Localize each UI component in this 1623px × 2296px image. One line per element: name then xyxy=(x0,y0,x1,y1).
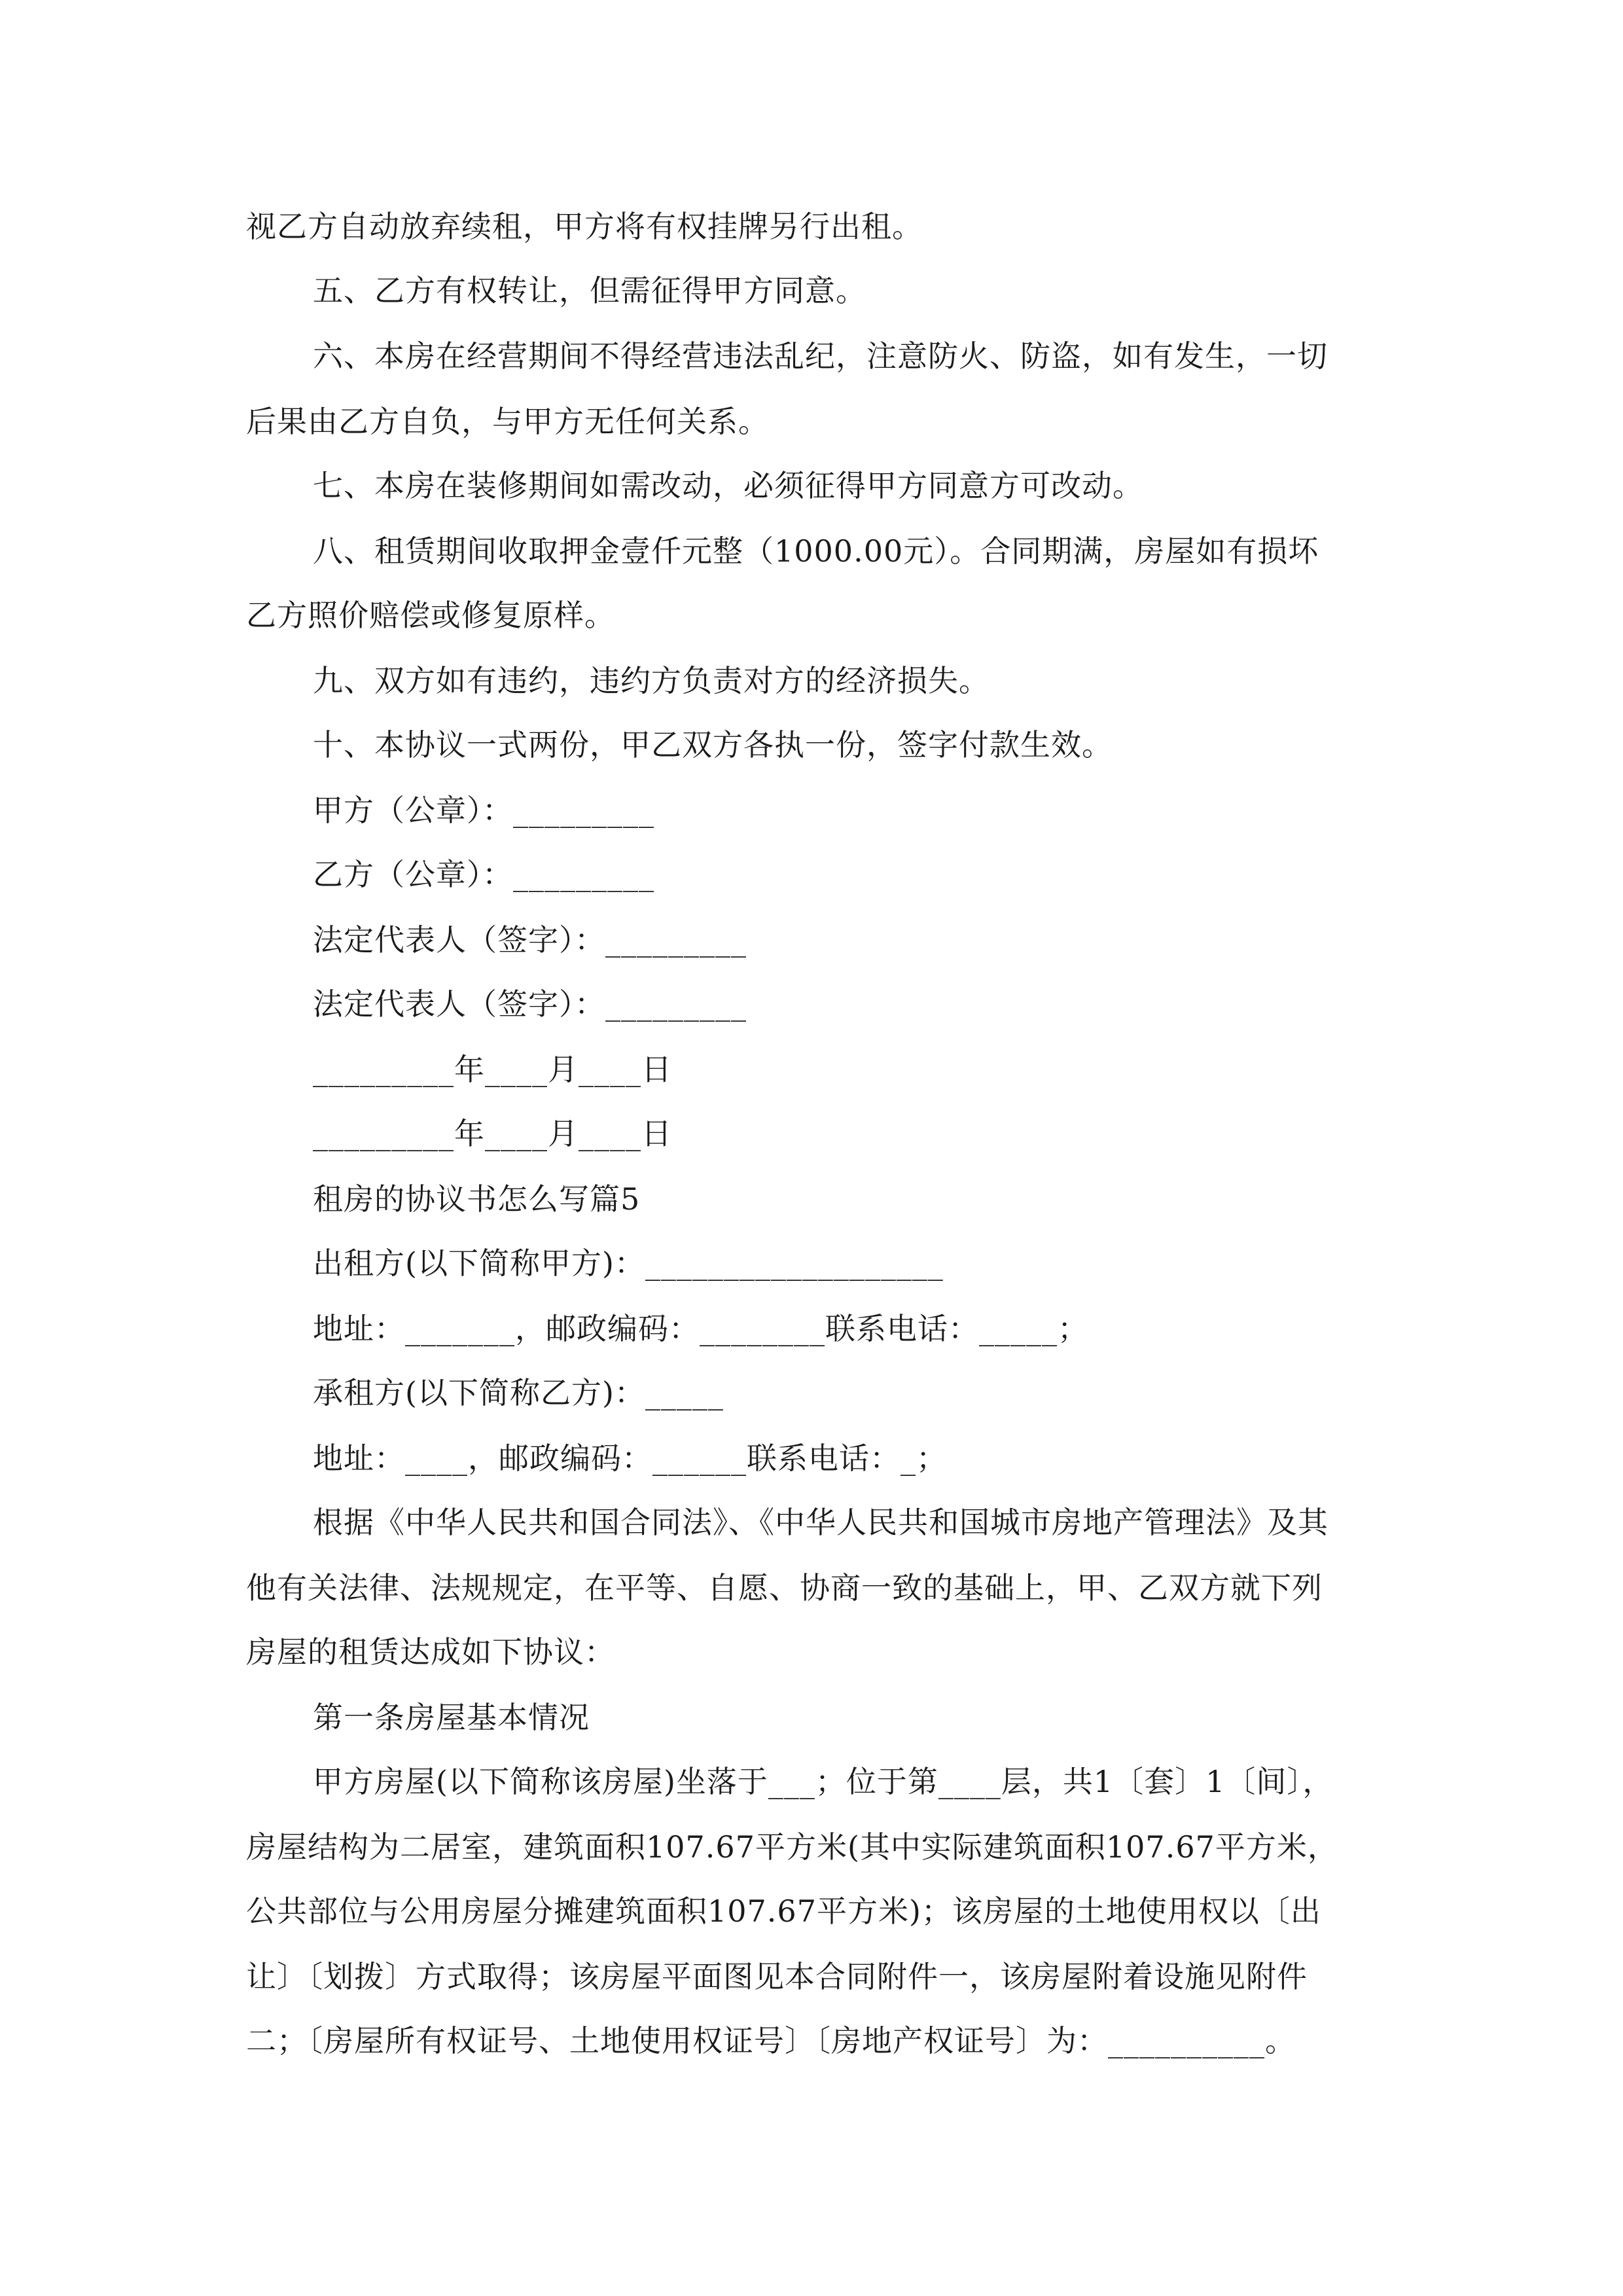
lessor-address-line: 地址：_______，邮政编码：________联系电话：_____； xyxy=(313,1311,1088,1346)
preamble-line: 根据《中华人民共和国合同法》、《中华人民共和国城市房地产管理法》及其 xyxy=(313,1505,1329,1540)
date-line: _________年____月____日 xyxy=(313,1052,672,1087)
lessor-line: 出租方(以下简称甲方)：___________________ xyxy=(313,1246,944,1281)
article-1-line: 甲方房屋(以下简称该房屋)坐落于___；位于第____层，共1〔套〕1〔间〕， xyxy=(313,1764,1334,1799)
paragraph-line: 乙方照价赔偿或修复原样。 xyxy=(246,598,615,633)
party-b-seal-line: 乙方（公章）：_________ xyxy=(313,857,654,892)
section-title: 租房的协议书怎么写篇5 xyxy=(313,1181,641,1217)
lessee-line: 承租方(以下简称乙方)：_____ xyxy=(313,1375,724,1410)
legal-rep-signature-line: 法定代表人（签字）：_________ xyxy=(313,986,747,1022)
preamble-line: 他有关法律、法规规定，在平等、自愿、协商一致的基础上，甲、乙双方就下列 xyxy=(246,1570,1323,1605)
paragraph-line: 视乙方自动放弃续租，甲方将有权挂牌另行出租。 xyxy=(246,209,923,244)
preamble-line: 房屋的租赁达成如下协议： xyxy=(246,1634,615,1670)
clause-9: 九、双方如有违约，违约方负责对方的经济损失。 xyxy=(313,663,990,698)
legal-rep-signature-line: 法定代表人（签字）：_________ xyxy=(313,922,747,958)
article-1-line: 让〕〔划拨〕方式取得；该房屋平面图见本合同附件一，该房屋附着设施见附件 xyxy=(246,1959,1308,1994)
party-a-seal-line: 甲方（公章）：_________ xyxy=(313,793,654,828)
lessee-address-line: 地址：____，邮政编码：______联系电话：_； xyxy=(313,1441,947,1476)
clause-10: 十、本协议一式两份，甲乙双方各执一份，签字付款生效。 xyxy=(313,727,1113,762)
article-1-line: 房屋结构为二居室，建筑面积107.67平方米(其中实际建筑面积107.67平方米， xyxy=(246,1829,1338,1865)
article-1-title: 第一条房屋基本情况 xyxy=(313,1700,590,1735)
paragraph-line: 后果由乙方自负，与甲方无任何关系。 xyxy=(246,404,769,439)
clause-8: 八、租赁期间收取押金壹仟元整（1000.00元）。合同期满，房屋如有损坏 xyxy=(313,533,1319,569)
article-1-line: 公共部位与公用房屋分摊建筑面积107.67平方米)；该房屋的土地使用权以〔出 xyxy=(246,1893,1321,1929)
clause-6: 六、本房在经营期间不得经营违法乱纪，注意防火、防盗，如有发生，一切 xyxy=(313,338,1328,374)
clause-7: 七、本房在装修期间如需改动，必须征得甲方同意方可改动。 xyxy=(313,468,1143,503)
clause-5: 五、乙方有权转让，但需征得甲方同意。 xyxy=(313,273,866,308)
article-1-line: 二；〔房屋所有权证号、土地使用权证号〕〔房地产权证号〕为：__________。 xyxy=(246,2023,1296,2058)
date-line: _________年____月____日 xyxy=(313,1116,672,1151)
